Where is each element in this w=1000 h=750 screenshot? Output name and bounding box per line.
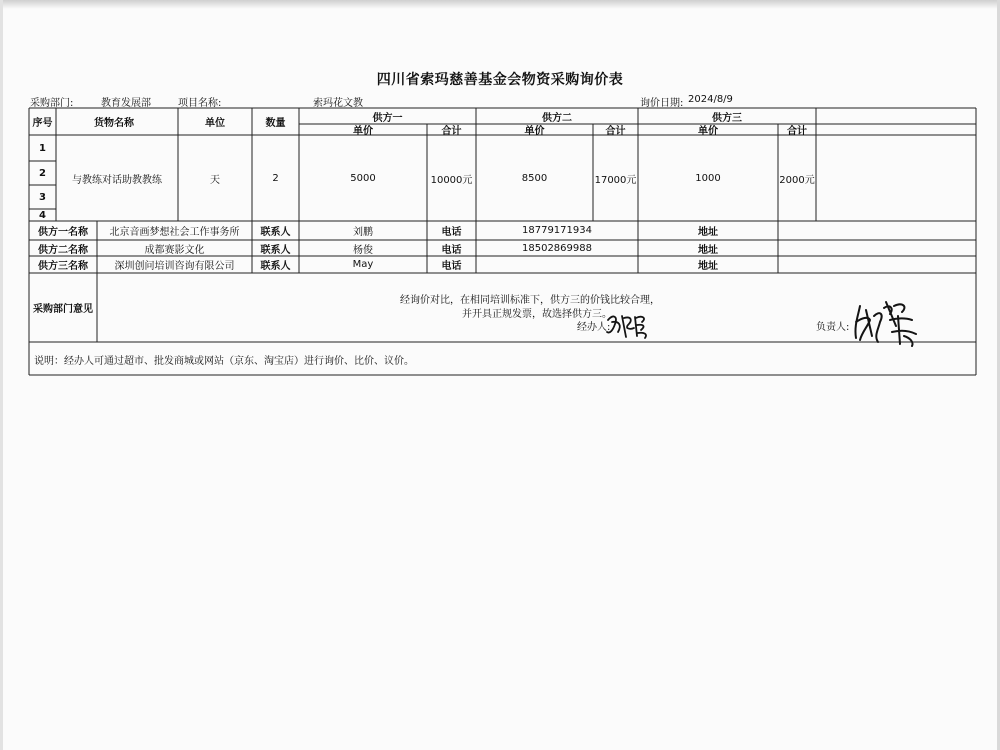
supplier2-contact: 杨俊 xyxy=(353,244,373,256)
supplier3-phone xyxy=(476,256,638,273)
header-qty: 数量 xyxy=(265,118,286,129)
header-s2-price: 单价 xyxy=(524,126,545,137)
s2-total: 17000元 xyxy=(594,174,637,186)
s3-price: 1000 xyxy=(695,172,721,184)
supplier2-name: 成都赛影文化 xyxy=(144,244,205,256)
header-s1-price: 单价 xyxy=(353,126,373,137)
supplier1-name: 北京音画梦想社会工作事务所 xyxy=(109,227,240,238)
supplier3-address-label: 地址 xyxy=(698,261,718,272)
header-supplier3: 供方三 xyxy=(712,112,742,124)
supplier3-address xyxy=(778,256,976,273)
responsible-label: 负责人: xyxy=(816,322,850,333)
seq-2: 2 xyxy=(39,167,46,179)
header-s3-total: 合计 xyxy=(787,126,807,137)
seq-3: 3 xyxy=(39,191,46,203)
supplier1-label: 供方一名称 xyxy=(38,227,88,238)
supplier1-phone-label: 电话 xyxy=(441,227,462,238)
supplier2-contact-label: 联系人 xyxy=(260,244,291,256)
footnote: 说明：经办人可通过超市、批发商城或网站（京东、淘宝店）进行询价、比价、议价。 xyxy=(34,356,414,367)
dept-label: 采购部门: xyxy=(30,98,74,109)
dept-value: 教育发展部 xyxy=(101,98,151,109)
scan-left-edge xyxy=(0,0,3,750)
responsible-signature xyxy=(850,296,922,348)
supplier2-phone: 18502869988 xyxy=(522,242,592,254)
form-title: 四川省索玛慈善基金会物资采购询价表 xyxy=(376,72,624,88)
opinion-line-2: 并开具正规发票，故选择供方三。 xyxy=(462,309,612,320)
header-supplier2: 供方二 xyxy=(542,112,572,124)
supplier3-contact: May xyxy=(352,259,374,270)
supplier3-phone-label: 电话 xyxy=(441,261,462,272)
header-supplier1: 供方一 xyxy=(372,112,403,124)
handler-label: 经办人: xyxy=(577,322,611,333)
supplier2-address xyxy=(778,240,976,256)
supplier3-name: 深圳创问培训咨询有限公司 xyxy=(114,261,235,272)
supplier3-label: 供方三名称 xyxy=(38,261,88,272)
s1-price: 5000 xyxy=(350,172,376,184)
project-label: 项目名称: xyxy=(178,98,222,109)
handler-signature xyxy=(604,308,652,340)
supplier1-phone: 18779171934 xyxy=(522,225,592,236)
header-s2-total: 合计 xyxy=(605,126,626,137)
supplier2-address-label: 地址 xyxy=(698,244,718,256)
opinion-line-1: 经询价对比，在相同培训标准下，供方三的价钱比较合理， xyxy=(400,295,660,306)
s2-price: 8500 xyxy=(521,172,548,184)
seq-1: 1 xyxy=(39,142,46,154)
s1-total: 10000元 xyxy=(430,174,473,186)
s3-total: 2000元 xyxy=(779,174,815,186)
header-s1-total: 合计 xyxy=(441,126,462,137)
header-goods: 货物名称 xyxy=(94,118,134,129)
header-s3-price: 单价 xyxy=(698,126,718,137)
date-label: 询价日期: xyxy=(640,98,684,109)
supplier1-address-label: 地址 xyxy=(698,227,718,238)
item-name: 与教练对话助教教练 xyxy=(72,174,162,186)
supplier1-contact-label: 联系人 xyxy=(260,227,291,238)
seq-4: 4 xyxy=(39,209,46,221)
supplier2-phone-label: 电话 xyxy=(441,244,462,256)
opinion-label: 采购部门意见 xyxy=(33,304,93,315)
supplier1-address xyxy=(778,221,976,240)
header-seq: 序号 xyxy=(32,118,53,129)
supplier1-contact: 刘鹏 xyxy=(353,227,373,238)
scan-top-edge xyxy=(0,0,1000,9)
date-value: 2024/8/9 xyxy=(688,94,733,105)
item-unit: 天 xyxy=(210,174,220,186)
item-qty: 2 xyxy=(272,172,279,184)
project-value: 索玛花文教 xyxy=(313,98,363,109)
supplier2-label: 供方二名称 xyxy=(38,244,88,256)
header-unit: 单位 xyxy=(205,118,225,129)
supplier3-contact-label: 联系人 xyxy=(260,261,291,272)
